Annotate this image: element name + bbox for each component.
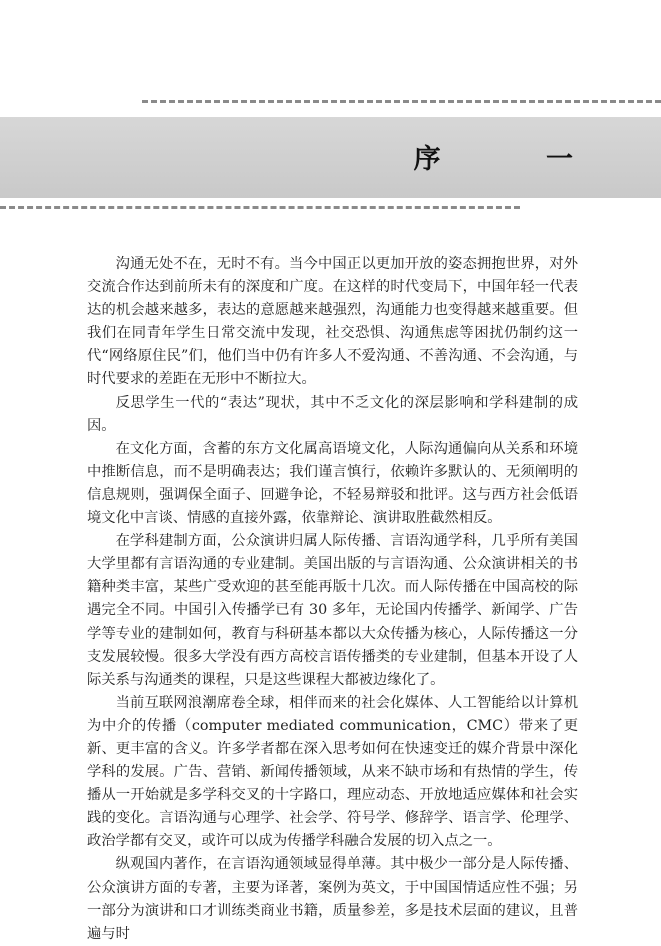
preface-body <box>87 253 578 946</box>
paragraph: 沟通无处不在，无时不有。当今中国正以更加开放的姿态拥抱世界，对外交流合作达到前所未有的深度和广度。在这样的时代变局下，中国年轻一代表达的机会越来越多，表达的意愿越来越强烈，沟通能力也变得越来越重要。但我们在同青年学生日常交流中发现，社交恐惧、沟通焦虑等困扰仍制约这一代“网络原住民”们，他们当中仍有许多人不爱沟通、不善沟通、不会沟通，与时代要求的差距在无形中不断拉大。 <box>87 256 578 388</box>
bottom-dashed-rule <box>0 206 520 209</box>
top-dashed-rule <box>142 100 661 103</box>
chapter-title-band <box>0 117 661 198</box>
chapter-title: 序 一 <box>413 144 621 175</box>
paragraph: 在文化方面，含蓄的东方文化属高语境文化，人际沟通偏向从关系和环境中推断信息，而不是明确表达；我们谨言慎行，依赖许多默认的、无须阐明的信息规则，强调保全面子、回避争论，不轻易辩驳和批评。这与西方社会低语境文化中言谈、情感的直接外露，依靠辩论、演讲取胜截然相反。 <box>87 440 578 527</box>
paragraph: 在学科建制方面，公众演讲归属人际传播、言语沟通学科，几乎所有美国大学里都有言语沟通的专业建制。美国出版的与言语沟通、公众演讲相关的书籍种类丰富，某些广受欢迎的甚至能再版十几次。而人际传播在中国高校的际遇完全不同。中国引入传播学已有 30 多年，无论国内传播学、新闻学、广告学等专业的建制如何，教育与科研基本都以大众传播为核心，人际传播这一分支发展较慢。很多大学没有西方高校言语传播类的专业建制，但基本开设了人际关系与沟通类的课程，只是这些课程大都被边缘化了。 <box>87 533 578 688</box>
paragraph: 反思学生一代的“表达”现状，其中不乏文化的深层影响和学科建制的成因。 <box>87 394 578 434</box>
paragraph: 当前互联网浪潮席卷全球，相伴而来的社会化媒体、人工智能给以计算机为中介的传播（computer mediated communication，CMC）带来了更新、更丰富的含义。许多学者都在深入思考如何在快速变迁的媒介背景中深化学科的发展。广告、营销、新闻传播领域，从来不缺市场和有热情的学生，传播从一开始就是多学科交叉的十字路口，理应动态、开放地适应媒体和社会实践的变化。言语沟通与心理学、社会学、符号学、修辞学、语言学、伦理学、政治学都有交叉，或许可以成为传播学科融合发展的切入点之一。 <box>87 694 578 850</box>
paragraph: 纵观国内著作，在言语沟通领域显得单薄。其中极少一部分是人际传播、公众演讲方面的专著，主要为译著，案例为英文，于中国国情适应性不强；另一部分为演讲和口才训练类商业书籍，质量参差，多是技术层面的建议，且普遍与时 <box>87 856 578 942</box>
